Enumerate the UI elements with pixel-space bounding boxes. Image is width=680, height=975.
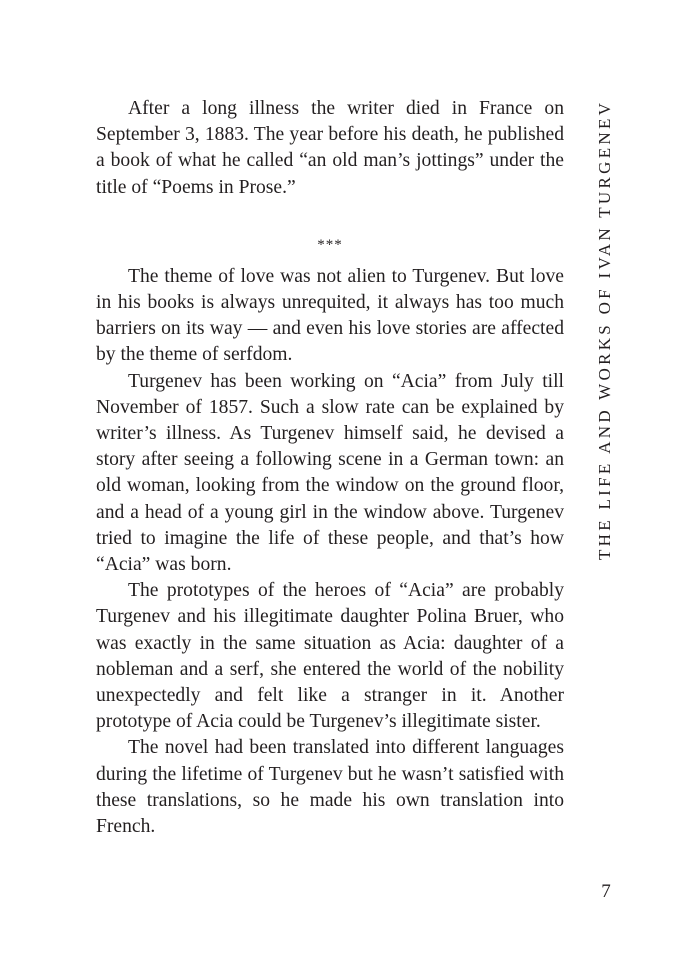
paragraph-death: After a long illness the writer died in France on September 3, 1883. The year before his death, he published a book of what he called “an old man’s jottings” under the title of “Poems in Prose.”	[96, 98, 564, 198]
paragraph-theme-of-love: The theme of love was not alien to Turgenev. But love in his books is always unrequited, it always has too much barriers on its way — and even his love stories are affected by the theme of serfdom.	[96, 265, 564, 366]
paragraph-writing-acia: Turgenev has been working on “Acia” from July till November of 1857. Such a slow rate can be explained by writer’s illness. As Turgenev himself said, he devised a story after seeing a following scene in a German town: an old woman, looking from the window on the ground floor, and a head of a young girl in the window above. Turgenev tried to imagine the life of these people, and that’s how “Acia” was born.	[96, 370, 564, 576]
body-text	[96, 96, 564, 840]
page-number: 7	[601, 881, 611, 902]
section-separator: ***	[317, 236, 343, 253]
running-head: THE LIFE AND WORKS OF IVAN TURGENEV	[595, 99, 614, 560]
paragraph-translations: The novel had been translated into different languages during the lifetime of Turgenev but he wasn’t satisfied with these translations, so he made his own translation into French.	[96, 737, 564, 838]
paragraph-prototypes: The prototypes of the heroes of “Acia” are probably Turgenev and his illegitimate daughter Polina Bruer, who was exactly in the same situation as Acia: daughter of a nobleman and a serf, she entered the world of the nobility unexpectedly and felt like a stranger in it. Another prototype of Acia could be Turgenev’s illegitimate sister.	[96, 580, 564, 733]
